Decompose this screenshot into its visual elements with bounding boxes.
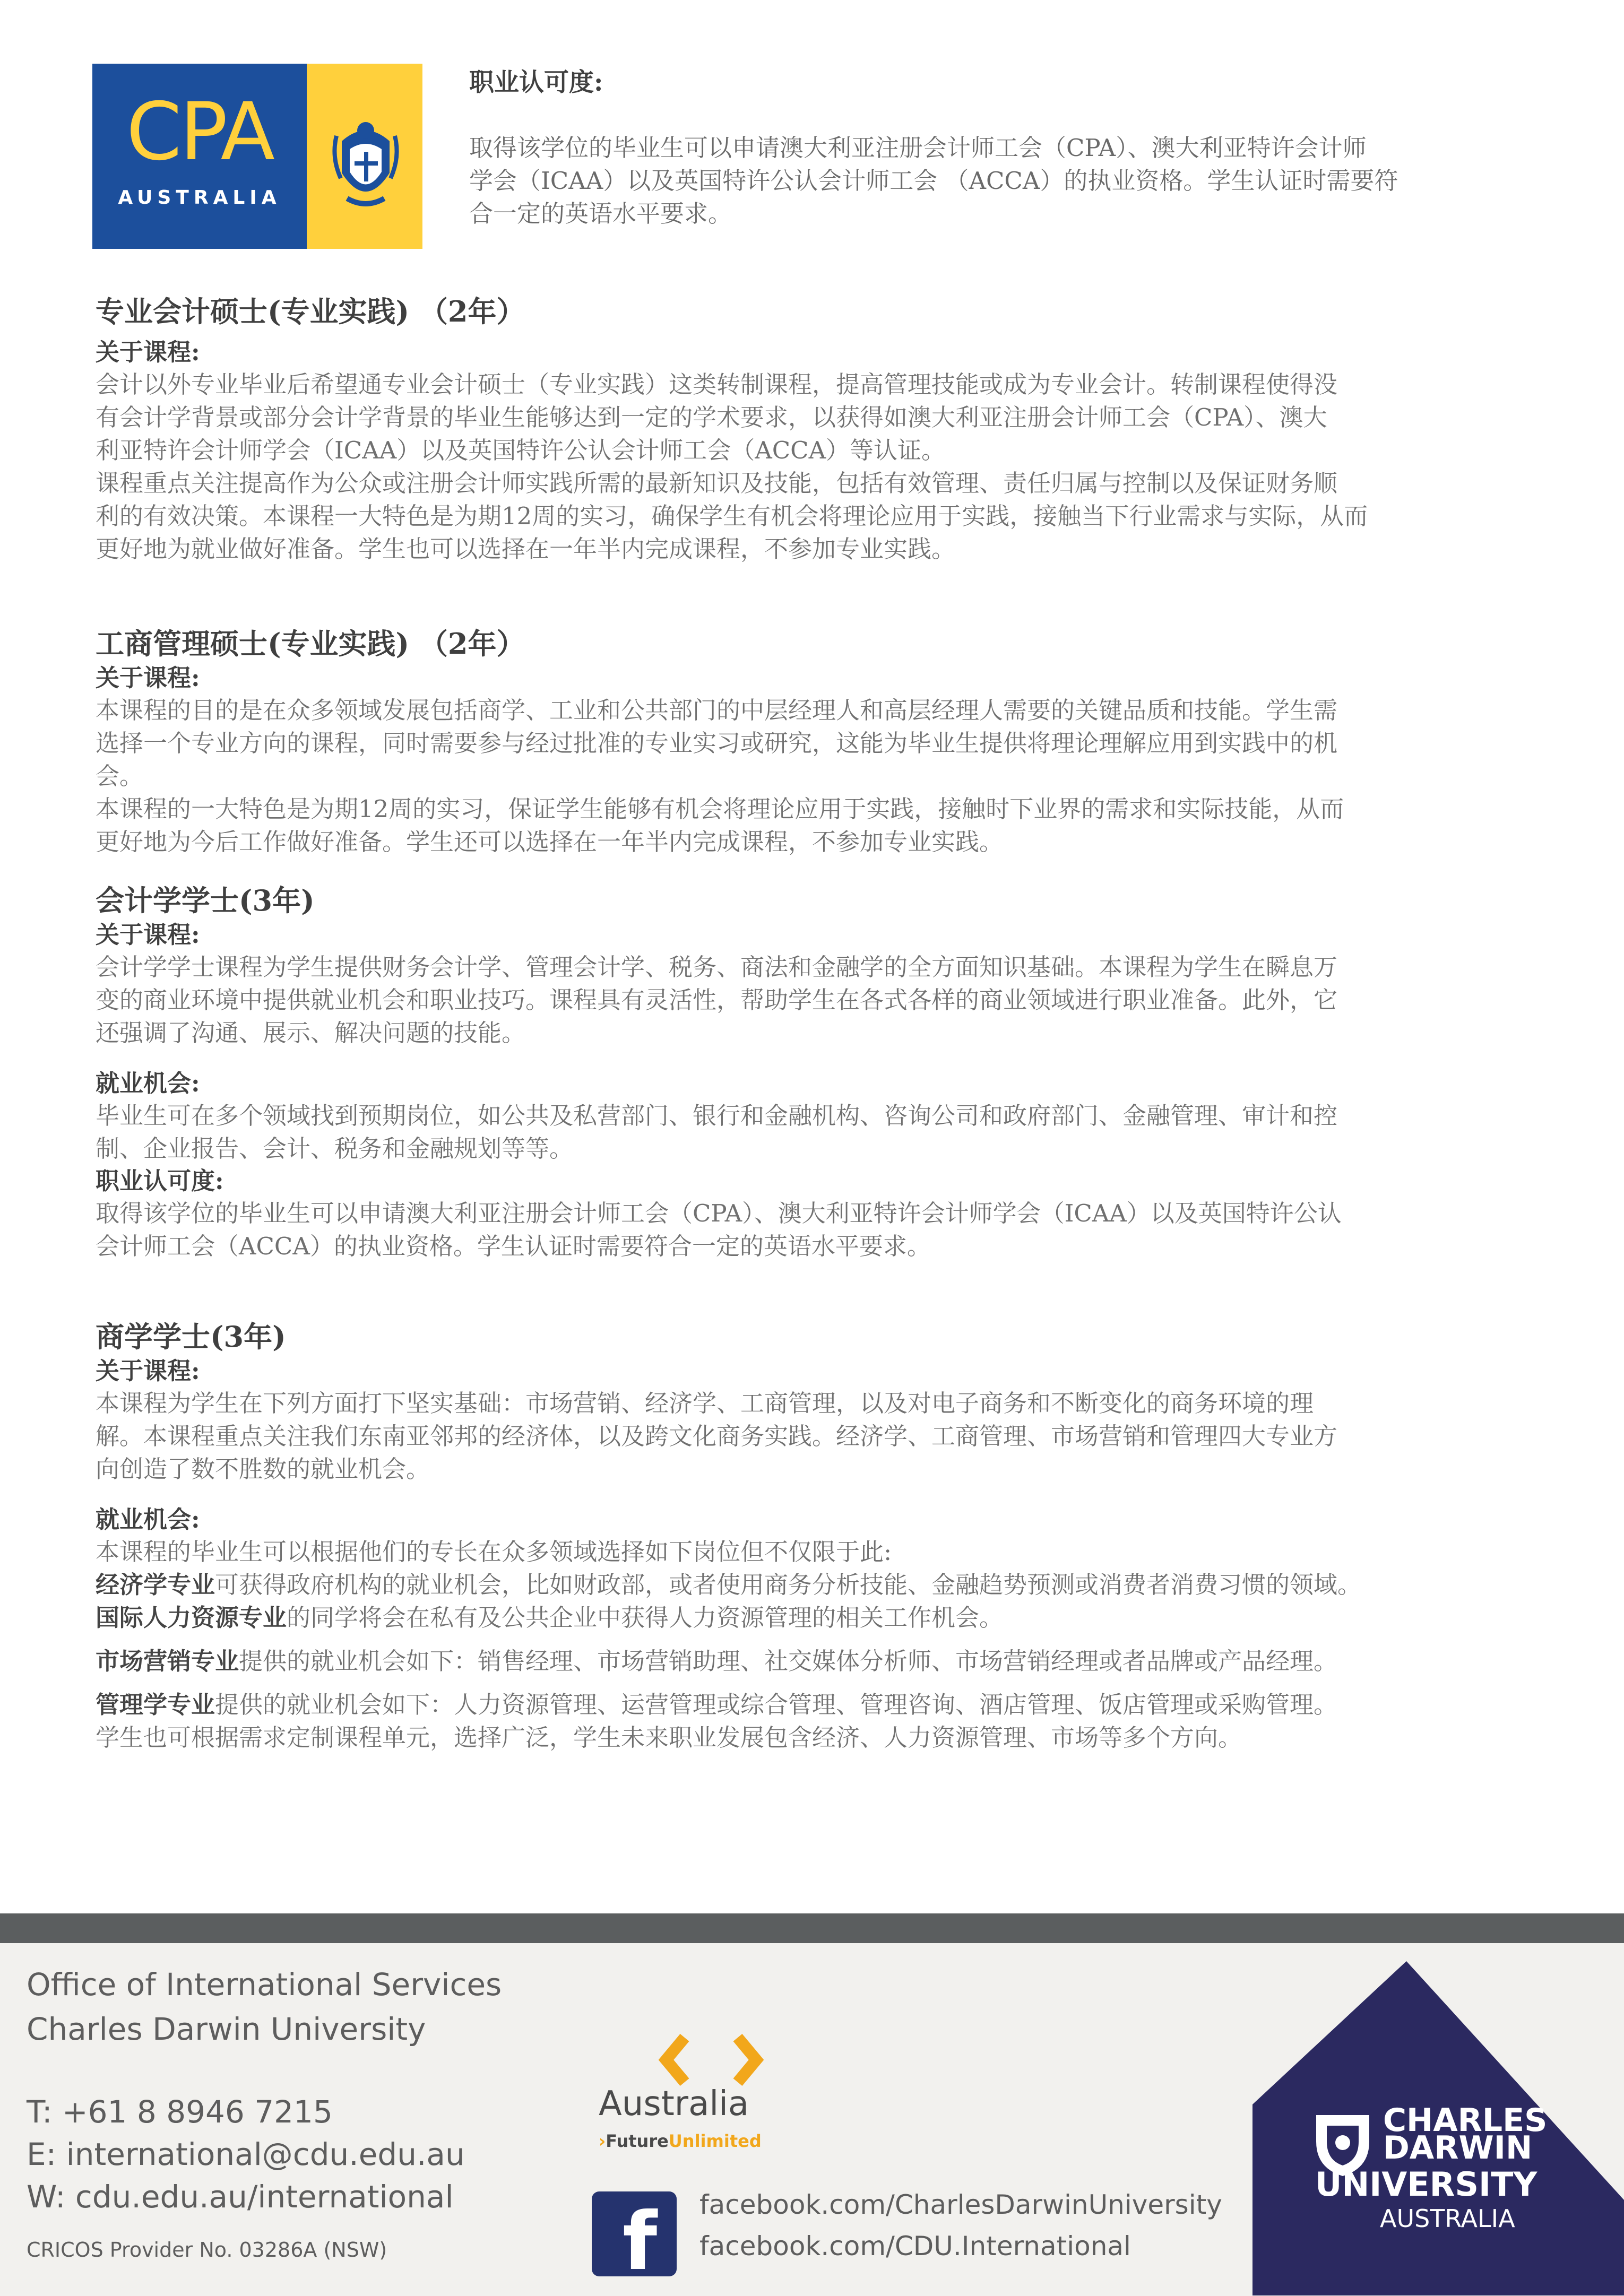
australia-logo-word: Australia (599, 2084, 749, 2124)
about-label: 关于课程: (96, 338, 200, 366)
body-line: 取得该学位的毕业生可以申请澳大利亚注册会计师工会（CPA）、澳大利亚特许会计师学会（ICAA）以及英国特许公认 (96, 1199, 1342, 1227)
facebook-link-cdu[interactable]: facebook.com/CharlesDarwinUniversity (699, 2189, 1222, 2220)
footer (0, 1913, 1624, 2296)
closing-line: 学生也可根据需求定制课程单元，选择广泛，学生未来职业发展包含经济、人力资源管理、市场等多个方向。 (96, 1723, 1242, 1752)
footer-phone: T: +61 8 8946 7215 (27, 2094, 333, 2130)
section-bachelor-accounting (96, 882, 1560, 1263)
body-line: 制、企业报告、会计、税务和金融规划等等。 (96, 1134, 574, 1163)
body-line: 向创造了数不胜数的就业机会。 (96, 1455, 430, 1483)
body-line: 解。本课程重点关注我们东南亚邻邦的经济体，以及跨文化商务实践。经济学、工商管理、市场营销和管理四大专业方 (96, 1422, 1338, 1450)
footer-cricos: CRICOS Provider No. 03286A (NSW) (27, 2238, 387, 2262)
section-bachelor-commerce (96, 1318, 1560, 1754)
body-line: 利亚特许会计师学会（ICAA）以及英国特许公认会计师工会（ACCA）等认证。 (96, 436, 946, 464)
body-line: 更好地为就业做好准备。学生也可以选择在一年半内完成课程，不参加专业实践。 (96, 535, 956, 563)
job-desc: 提供的就业机会如下：销售经理、市场营销助理、社交媒体分析师、市场营销经理或者品牌或产品经理。 (239, 1647, 1338, 1675)
intro-text (469, 132, 1541, 230)
section-mba (96, 625, 1560, 859)
australia-brackets-icon (655, 2033, 767, 2092)
body-line: 会。 (96, 762, 144, 790)
about-label: 关于课程: (96, 664, 200, 692)
body-line: 课程重点关注提高作为公众或注册会计师实践所需的最新知识及技能，包括有效管理、责任归属与控制以及保证财务顺 (96, 469, 1338, 497)
job-major: 市场营销专业 (96, 1647, 239, 1675)
body-line: 本课程的目的是在众多领域发展包括商学、工业和公共部门的中层经理人和高层经理人需要的关键品质和技能。学生需 (96, 696, 1338, 724)
body-line: 会计学学士课程为学生提供财务会计学、管理会计学、税务、商法和金融学的全方面知识基础。本课程为学生在瞬息万 (96, 953, 1338, 981)
footer-email[interactable]: E: international@cdu.edu.au (27, 2136, 465, 2172)
about-label: 关于课程: (96, 921, 200, 949)
recognition-label: 职业认可度: (96, 1167, 224, 1195)
section-title: 工商管理硕士(专业实践) （2年） (96, 627, 525, 661)
section-title: 商学学士(3年) (96, 1320, 286, 1354)
body-line: 本课程的毕业生可以根据他们的专长在众多领域选择如下岗位但不仅限于此: (96, 1538, 892, 1566)
cdu-logo-university: UNIVERSITY (1315, 2165, 1537, 2204)
footer-divider-bar (0, 1913, 1624, 1943)
job-desc: 可获得政府机构的就业机会，比如财政部，或者使用商务分析技能、金融趋势预测或消费者消费习惯的领域。 (215, 1571, 1362, 1599)
section-title: 专业会计硕士(专业实践) （2年） (96, 294, 525, 328)
about-label: 关于课程: (96, 1357, 200, 1385)
body-line: 会计以外专业毕业后希望通专业会计硕士（专业实践）这类转制课程，提高管理技能或成为专业会计。转制课程使得没 (96, 370, 1338, 398)
cpa-crest-icon (326, 109, 405, 215)
body-line: 变的商业环境中提供就业机会和职业技巧。课程具有灵活性，帮助学生在各式各样的商业领域进行职业准备。此外，它 (96, 986, 1338, 1014)
tagline-future: Future (606, 2131, 669, 2151)
jobs-label: 就业机会: (96, 1505, 200, 1533)
facebook-link-international[interactable]: facebook.com/CDU.International (699, 2231, 1131, 2262)
cpa-logo-word: CPA (126, 86, 273, 178)
cpa-logo-subtitle: AUSTRALIA (118, 187, 281, 209)
body-line: 有会计学背景或部分会计学背景的毕业生能够达到一定的学术要求，以获得如澳大利亚注册会计师工会（CPA）、澳大 (96, 403, 1327, 431)
footer-website[interactable]: W: cdu.edu.au/international (27, 2179, 454, 2215)
section-master-professional-accounting (96, 293, 1560, 566)
intro-line: 合一定的英语水平要求。 (469, 200, 732, 228)
intro-line: 学会（ICAA）以及英国特许公认会计师工会 （ACCA）的执业资格。学生认证时需要符 (469, 167, 1398, 195)
body-line: 本课程的一大特色是为期12周的实习，保证学生能够有机会将理论应用于实践，接触时下业界的需求和实际技能，从而 (96, 795, 1344, 823)
cpa-australia-logo (92, 64, 422, 249)
cdu-logo-line: CHARLES (1383, 2102, 1548, 2139)
intro-heading: 职业认可度: (469, 68, 603, 97)
cdu-logo-australia: AUSTRALIA (1380, 2204, 1515, 2233)
body-line: 本课程为学生在下列方面打下坚实基础：市场营销、经济学、工商管理，以及对电子商务和不断变化的商务环境的理 (96, 1389, 1314, 1417)
job-desc: 的同学将会在私有及公共企业中获得人力资源管理的相关工作机会。 (287, 1604, 1004, 1632)
job-desc: 提供的就业机会如下：人力资源管理、运营管理或综合管理、管理咨询、酒店管理、饭店管理或采购管理。 (215, 1691, 1338, 1719)
section-title: 会计学学士(3年) (96, 883, 315, 917)
job-item (96, 1569, 1560, 1601)
australia-logo-tagline: ›FutureUnlimited (599, 2131, 762, 2151)
job-major: 经济学专业 (96, 1571, 215, 1599)
body-line: 选择一个专业方向的课程，同时需要参与经过批准的专业实习或研究，这能为毕业生提供将理论理解应用到实践中的机 (96, 729, 1338, 757)
body-line: 更好地为今后工作做好准备。学生还可以选择在一年半内完成课程，不参加专业实践。 (96, 828, 1004, 856)
tagline-unlimited: Unlimited (668, 2131, 762, 2151)
body-line: 毕业生可在多个领域找到预期岗位，如公共及私营部门、银行和金融机构、咨询公司和政府部门、金融管理、审计和控 (96, 1102, 1338, 1130)
body-line: 会计师工会（ACCA）的执业资格。学生认证时需要符合一定的英语水平要求。 (96, 1232, 931, 1260)
footer-university-line: Charles Darwin University (27, 2011, 426, 2047)
facebook-icon[interactable]: f (592, 2191, 677, 2276)
body-line: 利的有效决策。本课程一大特色是为期12周的实习，确保学生有机会将理论应用于实践，接触当下行业需求与实际，从而 (96, 502, 1368, 530)
body-line: 还强调了沟通、展示、解决问题的技能。 (96, 1019, 526, 1047)
job-item (96, 1645, 1560, 1678)
job-item (96, 1688, 1560, 1721)
footer-office-line: Office of International Services (27, 1966, 502, 2003)
job-major: 管理学专业 (96, 1691, 215, 1719)
cdu-logo-line: DARWIN (1383, 2129, 1533, 2167)
job-item (96, 1601, 1560, 1634)
cdu-logo-text (1383, 2102, 1548, 2167)
job-major: 国际人力资源专业 (96, 1604, 287, 1632)
jobs-label: 就业机会: (96, 1069, 200, 1097)
intro-line: 取得该学位的毕业生可以申请澳大利亚注册会计师工会（CPA）、澳大利亚特许会计师 (469, 134, 1367, 162)
